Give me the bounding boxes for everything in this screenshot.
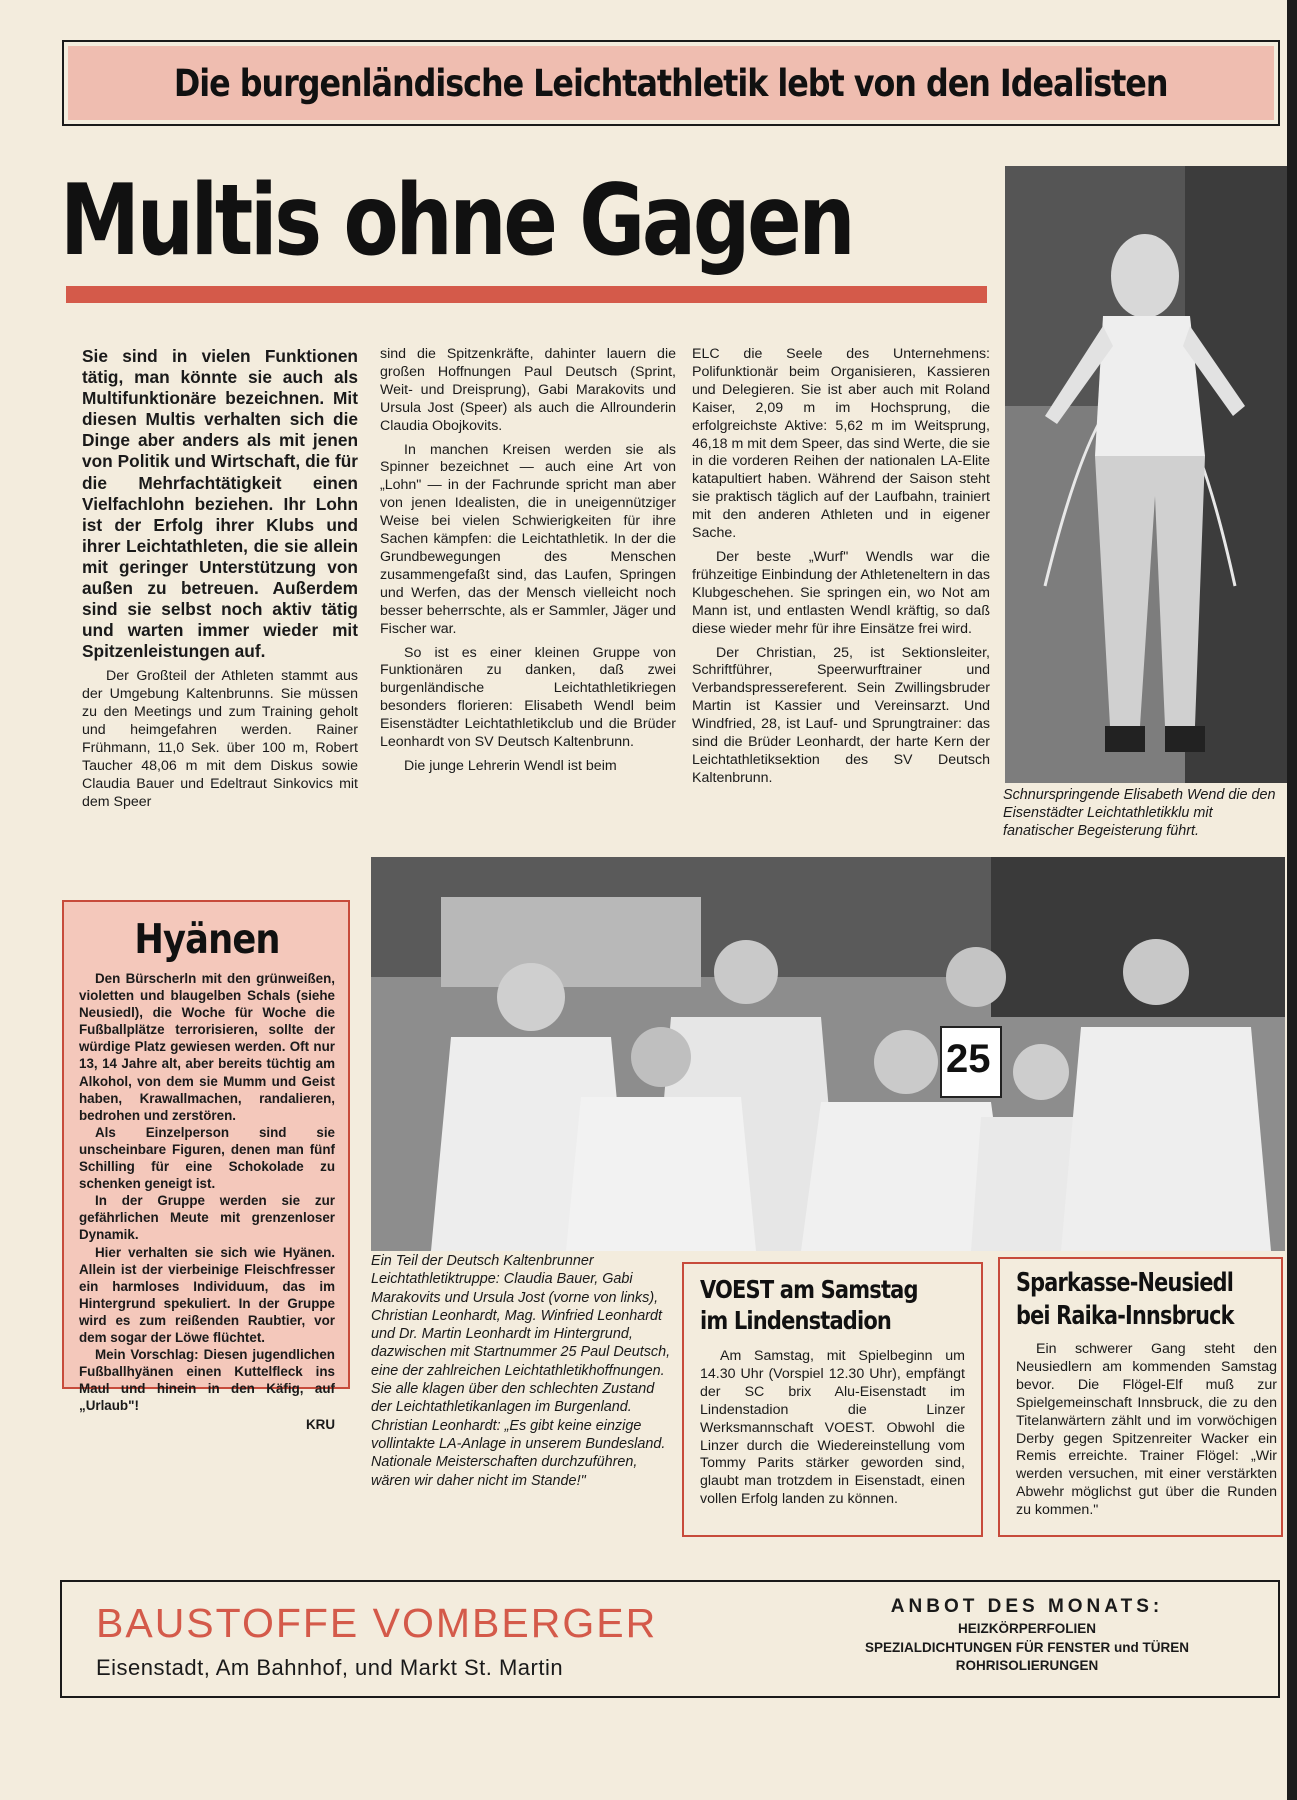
article-paragraph: Der Großteil der Athleten stammt aus der Umgebung Kaltenbrunns. Sie müssen zu den Meetings und zum Training geholt und heimgefahren werden. Rainer Frühmann, 11,0 Sek. über 100 m, Robert Taucher 48,06 m mit dem Diskus sowie Claudia Bauer und Edeltraut Sinkovics mit dem Speer [82,668,358,810]
headline-rule [66,286,987,303]
voest-box [682,1262,983,1537]
ad-offer-title: ANBOT DES MONATS: [890,1596,1164,1617]
article-column-2 [380,346,676,776]
article-paragraph: Der Christian, 25, ist Sektionsleiter, Schriftführer, Speerwurftrainer und Verbandspressereferent. Sein Zwillingsbruder Martin ist Kassier und Vereinsarzt. Und Windfried, 28, ist Lauf- und Sprungtrainer: das sind die Brüder Leonhardt, der harte Kern der Leichtathletiksektion des SV Deutsch Kaltenbrunn. [692,644,990,786]
ad-offer-line3: ROHRISOLIERUNGEN [955,1658,1099,1673]
ad-offer-line2: SPEZIALDICHTUNGEN FÜR FENSTER und TÜREN [865,1640,1189,1655]
hyaenen-paragraph: In der Gruppe werden sie zur gefährlichen Meute mit grenzenloser Dynamik. [79,1193,335,1243]
sparkasse-title-line2: bei Raika-Innsbruck [1016,1301,1234,1331]
ad-offer [782,1596,1272,1673]
photo-rope-jumper [1005,166,1287,783]
headline [60,156,1000,286]
top-banner [62,40,1280,126]
article-column-1 [82,346,358,812]
photo-team [371,857,1285,1251]
voest-title [700,1274,923,1336]
hyaenen-body [79,970,335,1434]
voest-title-line2: im Lindenstadion [700,1306,892,1335]
article-paragraph: In manchen Kreisen werden sie als Spinner bezeichnet — auch eine Art von „Lohn" — in der Fachrunde spricht man aber von jenen Idealisten, die in uneigennütziger Weise bei vielen Schwierigkeiten für ihre Sachen kämpfen: die Leichtathletik. In der die Grundbewegungen des Menschen zusammengefaßt sind, das Laufen, Springen und Werfen, das der Mensch vielleicht noch besser beherrschte, als er Sammler, Jäger und Fischer war. [380,441,676,637]
hyaenen-paragraph: Den Bürscherln mit den grünweißen, violetten und blaugelben Schals (siehe Neusiedl), die Woche für Woche die Fußballplätze terrorisieren, sollte der würdige Platz gewiesen werden. Oft nur 13, 14 Jahre alt, aber bereits tüchtig am Alkohol, von dem sie Mumm und Geist haben, Krawallmachen, randalieren, bedrohen und zerstören. [79,971,335,1123]
sparkasse-title-line1: Sparkasse-Neusiedl [1016,1268,1234,1298]
top-banner-fill [68,46,1274,120]
article-paragraph: Der beste „Wurf" Wendls war die frühzeitige Einbindung der Athleteneltern in das Klubgeschehen. Sie springen ein, wo Not am Mann ist, und entlasten Wendl kräftig, so daß diese wieder mehr für ihre Einsätze frei wird. [692,548,990,637]
ad-company: BAUSTOFFE VOMBERGER [96,1600,658,1646]
voest-body: Am Samstag, mit Spielbeginn um 14.30 Uhr (Vorspiel 12.30 Uhr), empfängt der SC brix Alu-Eisenstadt im Lindenstadion die Linzer Werksmannschaft VOEST. Obwohl die Linzer durch die Wiedereinstellung vom Tommy Parits stärker geworden sind, glaubt man trotzdem in Eisenstadt, einen vollen Erfolg landen zu können. [700,1348,965,1508]
photo-rope-jumper-caption: Schnurspringende Elisabeth Wend die den Eisenstädter Leichtathletikklu mit fanatischer Begeisterung führt. [1003,787,1276,840]
page-edge [1287,0,1297,1800]
article-lead: Sie sind in vielen Funktionen tätig, man könnte sie auch als Multifunktionäre bezeichnen. Mit diesen Multis verhalten sich die Dinge aber anders als mit jenen von Politik und Wirtschaft, die für die Mehrfachtätigkeit einen Vielfachlohn beziehen. Ihr Lohn ist der Erfolg ihrer Klubs und ihrer Leichtathleten, die sie allein mit geringer Unterstützung von außen zu betreuen. Außerdem sind sie selbst noch aktiv tätig und warten immer wieder mit Spitzenleistungen auf. [82,346,358,662]
photo-team-caption: Ein Teil der Deutsch Kaltenbrunner Leichtathletiktruppe: Claudia Bauer, Gabi Marakovits und Ursula Jost (vorne von links), Christian Leonhardt, Mag. Winfried Leonhardt und Dr. Martin Leonhardt im Hintergrund, dazwischen mit Startnummer 25 Paul Deutsch, eine der zahlreichen Leichtathletikhoffnungen. Sie alle klagen über den schlechten Zustand der Leichtathletikanlagen im Burgenland. Christian Leonhardt: „Es gibt keine einzige vollintakte LA-Anlage in unserem Bundesland. Nationale Meisterschaften durchzuführen, wären wir daher nicht im Stande!" [371,1253,671,1489]
hyaenen-paragraph: Als Einzelperson sind sie unscheinbare Figuren, denen man fünf Schilling für eine Schokolade zu schenken geneigt ist. [79,1124,335,1192]
headline-text: Multis ohne Gagen [60,164,853,278]
photo-rope-jumper-illustration [1005,166,1287,783]
hyaenen-signature: KRU [305,1417,335,1433]
hyaenen-title: Hyänen [134,915,280,963]
sparkasse-body: Ein schwerer Gang steht den Neusiedlern am kommenden Samstag bevor. Die Flögel-Elf muß zur Spielgemeinschaft Innsbruck, die zu den Titelanwärtern zählt und im vorwöchigen Derby gegen Spitzenreiter Wacker ein Remis erreichte. Trainer Flögel: „Wir werden versuchen, mit einer verstärkten Abwehr möglichst gut über die Runden zu kommen." [1016,1341,1277,1519]
ad-address: Eisenstadt, Am Bahnhof, und Markt St. Martin [96,1655,564,1680]
article-column-3 [692,346,990,788]
hyaenen-paragraph: Mein Vorschlag: Diesen jugendlichen Fußballhyänen einen Kuttelfleck ins Maul und hinein in den Käfig, auf „Urlaub"! [79,1347,335,1414]
advertisement [60,1580,1280,1698]
article-paragraph: ELC die Seele des Unternehmens: Polifunktionär beim Organisieren, Kassieren und Delegieren. Sie ist aber auch mit Roland Kaiser, 2,09 m im Hochsprung, die erfolgreichste Aktive: 5,62 m im Weitsprung, 46,18 m mit dem Speer, das sind Werte, die sie in die vorderen Reihen der nationalen LA-Elite katapultiert haben. Während der Saison steht sie praktisch täglich auf der Laufbahn, trainiert mit den anderen Athleten und in eigener Sache. [692,346,990,542]
start-number-bib: 25 [946,1037,991,1081]
article-paragraph: Die junge Lehrerin Wendl ist beim [404,757,617,774]
ad-offer-line1: HEIZKÖRPERFOLIEN [957,1621,1096,1636]
sparkasse-title [1016,1267,1234,1333]
hyaenen-paragraph: Hier verhalten sie sich wie Hyänen. Allein ist der vierbeinige Fleischfresser ein harmloses Individuum, das im Hintergrund spekuliert. In der Gruppe wird es zum reißenden Raubtier, vor dem sogar der Löwe flüchtet. [79,1244,335,1345]
voest-title-line1: VOEST am Samstag [700,1275,918,1304]
photo-team-illustration [371,857,1285,1251]
article-paragraph: sind die Spitzenkräfte, dahinter lauern die großen Hoffnungen Paul Deutsch (Sprint, Weit- und Dreisprung), Gabi Marakovits und Ursula Jost (Speer) als auch die Allrounderin Claudia Obojkovits. [380,346,676,434]
article-col1-body [82,668,358,811]
sparkasse-box [998,1257,1283,1537]
hyaenen-box [62,900,350,1433]
top-banner-text: Die burgenländische Leichtathletik lebt von den Idealisten [174,61,1168,105]
article-paragraph: So ist es einer kleinen Gruppe von Funktionären zu danken, daß zwei burgenländische Leichtathletikriegen besonders florieren: Elisabeth Wendl beim Eisenstädter Leichtathletikclub und die Brüder Leonhardt von SV Deutsch Kaltenbrunn. [380,644,676,751]
